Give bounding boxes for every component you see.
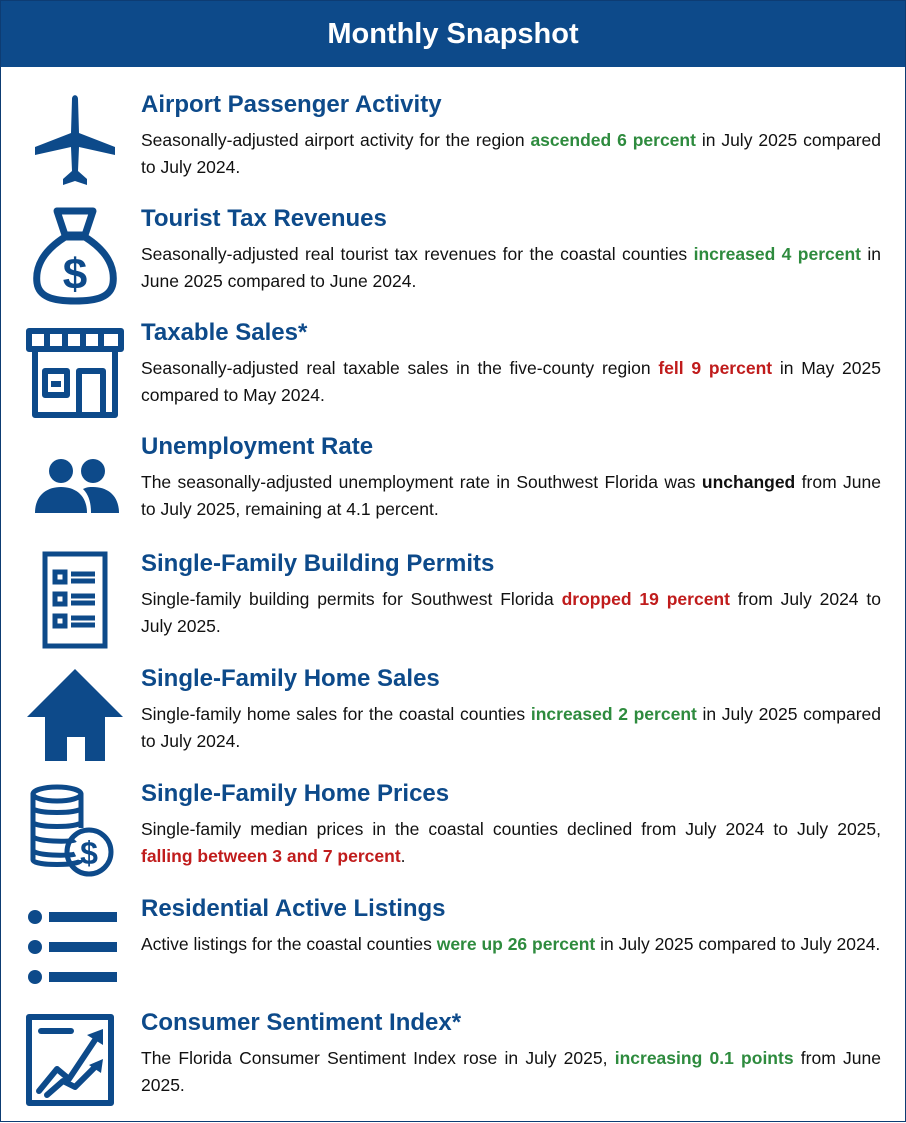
change-highlight: unchanged [701, 472, 796, 492]
item-description: Single-family median prices in the coastal counties declined from July 2024 to July 2025, falling between 3 and 7 percent. [141, 819, 881, 866]
svg-text:$: $ [80, 835, 98, 871]
bullet-list-icon [23, 895, 127, 999]
house-icon [23, 665, 127, 769]
item-description: Seasonally-adjusted airport activity for the region ascended 6 percent in July 2025 compared to July 2024. [141, 130, 881, 177]
change-highlight: increasing 0.1 points [614, 1048, 794, 1068]
snapshot-item-active-listings [1, 895, 905, 1009]
item-title: Airport Passenger Activity [141, 91, 442, 118]
change-highlight: dropped 19 percent [561, 589, 730, 609]
change-highlight: ascended 6 percent [530, 130, 696, 150]
change-highlight: increased 2 percent [530, 704, 697, 724]
change-highlight: fell 9 percent [658, 358, 773, 378]
item-description: Single-family building permits for Southwest Florida dropped 19 percent from July 2024 to July 2025. [141, 589, 881, 636]
item-title: Consumer Sentiment Index* [141, 1009, 462, 1036]
change-highlight: were up 26 percent [436, 934, 596, 954]
item-title: Tourist Tax Revenues [141, 205, 387, 232]
svg-text:$: $ [62, 250, 88, 299]
item-title: Single-Family Home Prices [141, 780, 450, 807]
item-description: Single-family home sales for the coastal counties increased 2 percent in July 2025 compared to July 2024. [141, 704, 881, 751]
snapshot-item-consumer-sentiment [1, 1009, 905, 1123]
change-highlight: falling between 3 and 7 percent [141, 846, 401, 866]
snapshot-item-building-permits [1, 550, 905, 664]
snapshot-item-home-prices [1, 780, 905, 894]
item-title: Taxable Sales* [141, 319, 308, 346]
item-description: Active listings for the coastal counties were up 26 percent in July 2025 compared to July 2024. [141, 934, 881, 954]
change-highlight: increased 4 percent [693, 244, 861, 264]
airplane-icon [23, 91, 127, 195]
item-description: The seasonally-adjusted unemployment rate in Southwest Florida was unchanged from June to July 2025, remaining at 4.1 percent. [141, 472, 881, 519]
item-title: Single-Family Home Sales [141, 665, 440, 692]
item-title: Single-Family Building Permits [141, 550, 495, 577]
coin-stack-icon [23, 780, 127, 884]
page-title: Monthly Snapshot [327, 18, 579, 50]
snapshot-item-unemployment [1, 433, 905, 547]
item-title: Residential Active Listings [141, 895, 446, 922]
item-description: Seasonally-adjusted real tourist tax revenues for the coastal counties increased 4 percent in June 2025 compared to June 2024. [141, 244, 881, 291]
people-icon [23, 433, 127, 537]
header-bar [1, 1, 905, 67]
item-title: Unemployment Rate [141, 433, 374, 460]
item-description: The Florida Consumer Sentiment Index rose in July 2025, increasing 0.1 points from June 2025. [141, 1048, 881, 1095]
money-bag-icon [23, 205, 127, 309]
snapshot-item-taxable-sales [1, 319, 905, 433]
snapshot-item-tourist-tax [1, 205, 905, 319]
snapshot-item-airport [1, 91, 905, 205]
snapshot-item-home-sales [1, 665, 905, 779]
item-description: Seasonally-adjusted real taxable sales in the five-county region fell 9 percent in May 2025 compared to May 2024. [141, 358, 881, 405]
storefront-icon [23, 319, 127, 423]
document-list-icon [23, 550, 127, 654]
trend-chart-icon [23, 1009, 127, 1113]
